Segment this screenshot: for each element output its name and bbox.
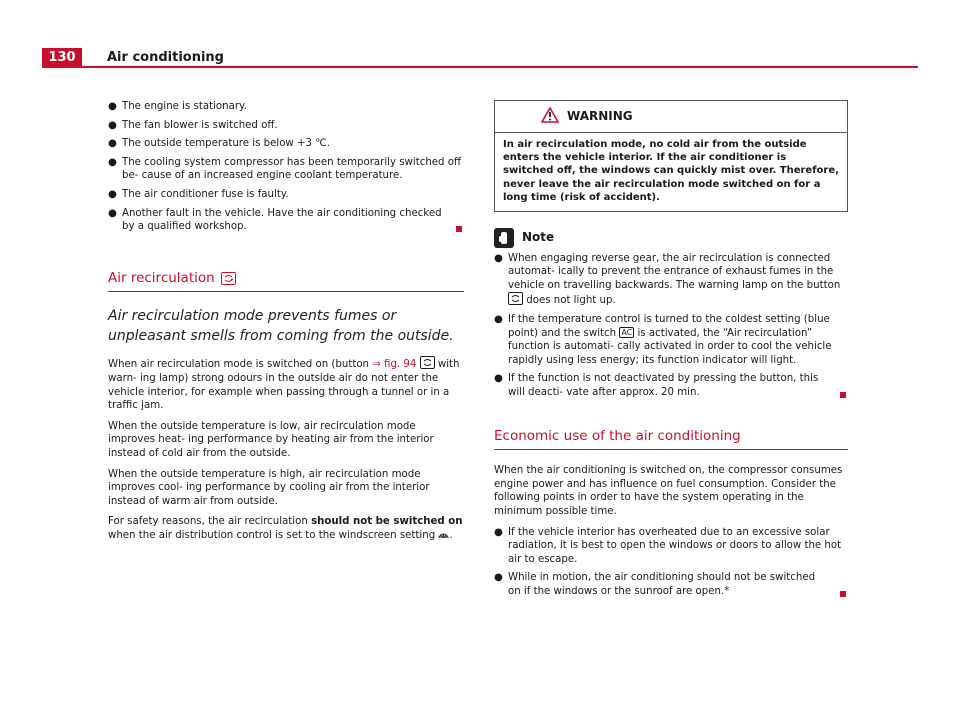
section-end-mark bbox=[840, 591, 846, 597]
list-item: ● While in motion, the air conditioning should not be switched on if the windows or the sunroof are open.* bbox=[494, 571, 848, 598]
paragraph: For safety reasons, the air recirculation should not be switched on when the air distribution control is set to the windscreen setting . bbox=[108, 515, 464, 543]
list-item: ● The fan blower is switched off. bbox=[108, 119, 278, 131]
list-item: ● If the function is not deactivated by pressing the button, this will deacti- vate after approx. 20 min. bbox=[494, 372, 848, 399]
recirculation-icon bbox=[221, 272, 236, 285]
section-rule bbox=[108, 291, 464, 292]
paragraph: When the outside temperature is low, air recirculation mode improves heat- ing performance by heating air from the interior instead of cold air from the outside. bbox=[108, 420, 434, 459]
list-item: ● The cooling system compressor has been temporarily switched off be- cause of an increased engine coolant temperature. bbox=[108, 156, 461, 182]
warning-triangle-icon bbox=[541, 107, 559, 127]
recirculation-icon bbox=[508, 292, 523, 305]
ac-switch-label: AC bbox=[621, 327, 633, 337]
warning-title: WARNING bbox=[567, 109, 633, 123]
paragraph: When the outside temperature is high, air recirculation mode improves cool- ing performance by cooling air from the interior instead of warm air from outside. bbox=[108, 468, 430, 507]
section-title: Air recirculation bbox=[108, 269, 215, 286]
right-column bbox=[494, 100, 848, 599]
list-item: ● The outside temperature is below +3 ℃. bbox=[108, 138, 330, 150]
windscreen-icon bbox=[438, 530, 449, 544]
recirculation-icon bbox=[420, 356, 435, 369]
page-number: 130 bbox=[42, 48, 82, 68]
list-item: ● When engaging reverse gear, the air recirculation is connected automat- ically to prevent the entrance of exhaust fumes in the vehicle on travelling backwards. The warning lamp on the button does not light up. bbox=[494, 252, 841, 307]
section-header bbox=[494, 427, 848, 451]
note-title: Note bbox=[522, 229, 555, 244]
section-end-mark bbox=[840, 392, 846, 398]
list-item: ● Another fault in the vehicle. Have the air conditioning checked by a qualified workshop. bbox=[108, 207, 464, 234]
page-title: Air conditioning bbox=[107, 50, 224, 65]
section-rule bbox=[494, 449, 848, 450]
warning-box bbox=[494, 100, 848, 212]
lead-text: Air recirculation mode prevents fumes or unpleasant smells from coming from the outside. bbox=[108, 308, 454, 345]
paragraph: When air recirculation mode is switched on (button ⇒ fig. 94 with warn- ing lamp) strong odours in the outside air do not enter the vehicle interior, for example when passing through a tunnel or in a traffic jam. bbox=[108, 356, 464, 412]
list-item: ● If the vehicle interior has overheated due to an excessive solar radiation, it is best to open the windows or doors to allow the hot air to escape. bbox=[494, 526, 842, 565]
list-item: ● The air conditioner fuse is faulty. bbox=[108, 188, 289, 200]
figure-link[interactable]: ⇒ fig. 94 bbox=[372, 359, 417, 371]
note-hand-icon bbox=[494, 228, 514, 248]
header-rule bbox=[82, 66, 918, 68]
section-end-mark bbox=[456, 226, 462, 232]
list-item: ● The engine is stationary. bbox=[108, 101, 247, 112]
section-header bbox=[108, 269, 464, 293]
paragraph: When the air conditioning is switched on, the compressor consumes engine power and has influence on fuel consumption. Consider the following points in order to have the system operating in the minimum possible time. bbox=[494, 465, 843, 517]
section-title: Economic use of the air conditioning bbox=[494, 427, 741, 444]
warning-text: In air recirculation mode, no cold air from the outside enters the vehicle interior. If the air conditioner is switched off, the windows can quickly mist over. Therefore, never leave the air recirculation mode switched on for a long time (risk of accident). bbox=[503, 138, 839, 204]
left-column bbox=[108, 100, 464, 543]
note-header bbox=[494, 228, 848, 248]
list-item: ● If the temperature control is turned to the coldest setting (blue point) and the switch AC is activated, the “Air recirculation” function is automati- cally activated in order to cool the vehicle rapidly using less energy; its function indicator will light. bbox=[494, 314, 832, 366]
